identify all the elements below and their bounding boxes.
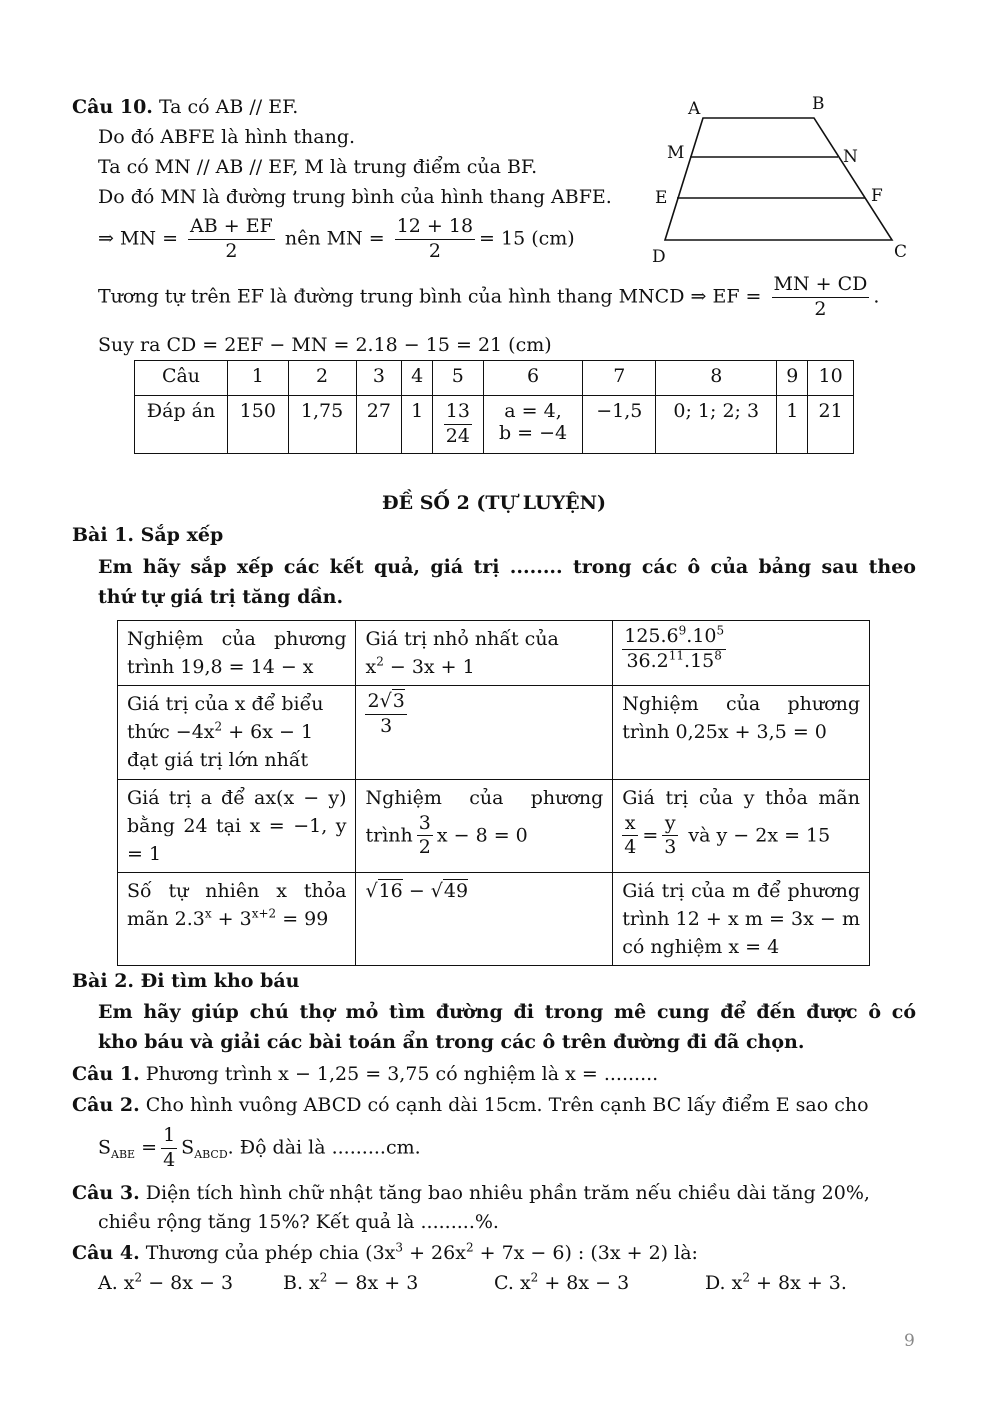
bai2-q1	[72, 1063, 658, 1086]
frac-4q: 4	[163, 1148, 176, 1171]
r1c2-x: x	[365, 656, 377, 679]
label-d: D	[652, 247, 666, 267]
r3c2-line1: Nghiệm của phương	[365, 786, 604, 809]
num-b: .10	[686, 625, 717, 647]
q2-label: Câu 2.	[72, 1094, 140, 1116]
r2c1-line1: Giá trị của x để biểu	[127, 693, 324, 716]
fraction-x-4	[622, 812, 638, 861]
sqrt-frac-den: 3	[380, 714, 393, 737]
label-n: N	[843, 147, 858, 167]
num-a: 125.6	[624, 625, 679, 647]
r3c3-line1: Giá trị của y thỏa mãn	[622, 786, 860, 809]
grid-cell-r2c2	[356, 686, 613, 779]
grid-cell-r4c1	[118, 872, 356, 965]
bai2-q4	[72, 1242, 698, 1265]
answer-header-cell: 5	[433, 361, 484, 396]
answer-header-cell: 10	[808, 361, 854, 396]
sqrt-coef: 2	[367, 690, 380, 713]
answer-header-cell: 3	[356, 361, 402, 396]
bai1-line1-text: Em hãy sắp xếp các kết quả, giá trị ........ trong các ô của bảng sau theo	[98, 556, 916, 578]
sqrt-frac-num: 2√3	[365, 690, 406, 715]
grid-cell-r3c2	[356, 779, 613, 872]
r2c1-c: + 6x − 1	[222, 721, 314, 744]
r3c3-c: và y − 2x = 15	[688, 823, 831, 846]
q4-b: + 26x	[403, 1242, 466, 1264]
answer-table-answer-row	[135, 396, 854, 454]
r3c3-eq: =	[642, 823, 659, 846]
answer-header-cell: 4	[402, 361, 433, 396]
grid-cell-r3c1: Giá trị a để ax(x − y) bằng 24 tại x = −1, y = 1	[118, 779, 356, 872]
opt-a-1: A. x	[98, 1272, 135, 1294]
answer-cell: 1	[777, 396, 808, 454]
den-exp-11: 11	[668, 648, 685, 663]
frac2-num: 12 + 18	[395, 215, 475, 240]
fraction-1-4	[161, 1124, 177, 1173]
q4-c: + 7x − 6) : (3x + 2) là:	[473, 1242, 698, 1264]
r2c1-line3: đạt giá trị lớn nhất	[127, 749, 309, 772]
ef-end: .	[873, 285, 880, 308]
r4c1-line1: Số tự nhiên x thỏa	[127, 879, 347, 902]
minus: −	[402, 879, 431, 902]
label-e: E	[655, 188, 668, 208]
r2c1-line2	[127, 718, 346, 746]
fraction-2sqrt3-3	[365, 690, 406, 739]
answer-cell: 150	[228, 396, 289, 454]
r1c2-rest: − 3x + 1	[383, 656, 475, 679]
cau10-line1	[72, 96, 298, 119]
cau10-title: Câu 10.	[72, 96, 153, 118]
answer-cell: 27	[356, 396, 402, 454]
trapezoid-figure	[640, 90, 920, 270]
q4-a: Thương của phép chia (3x	[139, 1242, 396, 1264]
cau10-line4: Do đó MN là đường trung bình của hình thang ABFE.	[98, 186, 612, 208]
answer-header-cell: 7	[583, 361, 656, 396]
bai2-title: Bài 2. Đi tìm kho báu	[72, 970, 300, 992]
sqrt-49: 49	[443, 879, 469, 902]
grid-row-3	[118, 779, 870, 872]
frac-4: 4	[624, 836, 637, 859]
sorting-grid	[117, 620, 870, 966]
fraction-13-24	[444, 400, 472, 449]
r3c2-line2	[365, 812, 603, 861]
bai1-instruction-line1	[98, 556, 916, 579]
label-a: A	[688, 99, 701, 119]
bai2-q3-line2: chiều rộng tăng 15%? Kết quả là .........%.	[98, 1211, 499, 1233]
grid-cell-r2c1	[118, 686, 356, 779]
cau10-mn-equation	[98, 215, 575, 264]
frac-1: 1	[161, 1124, 177, 1149]
answer-header-label: Câu	[135, 361, 228, 396]
num-exp-5: 5	[716, 623, 725, 638]
opt-d-1: D. x	[705, 1272, 743, 1294]
label-f: F	[871, 186, 883, 206]
grid-row-4	[118, 872, 870, 965]
label-c: C	[894, 242, 908, 262]
frac1-den: 2	[225, 239, 238, 262]
frac2-den: 2	[428, 239, 441, 262]
r4c1-c: + 3	[211, 907, 252, 930]
q3-text: Diện tích hình chữ nhật tăng bao nhiêu phần trăm nếu chiều dài tăng 20%,	[139, 1182, 870, 1204]
fraction-y-3	[662, 812, 678, 861]
den-b: .15	[684, 649, 715, 672]
opt-a-exp: 2	[134, 1270, 143, 1285]
power-fraction-num	[622, 625, 726, 650]
ans6-line2: b = −4	[498, 422, 568, 444]
mn-result: = 15 (cm)	[479, 227, 575, 250]
bai1-title: Bài 1. Sắp xếp	[72, 524, 224, 546]
mn-mid: nên MN =	[284, 227, 385, 250]
r2c1-exp: 2	[214, 720, 223, 734]
opt-c-exp: 2	[530, 1270, 539, 1285]
r4c1-d: = 99	[276, 907, 329, 930]
fraction-ab-ef	[188, 215, 275, 264]
option-b	[283, 1272, 418, 1295]
page-number: 9	[904, 1331, 915, 1351]
ans5-den: 24	[445, 424, 470, 447]
bai2-q2-formula	[98, 1124, 421, 1173]
trapezoid-abcd	[665, 118, 892, 240]
opt-b-2: − 8x + 3	[327, 1272, 419, 1294]
grid-cell-r2c3: Nghiệm của phương trình 0,25x + 3,5 = 0	[613, 686, 870, 779]
q4-label: Câu 4.	[72, 1242, 140, 1264]
answer-header-cell: 6	[483, 361, 583, 396]
opt-b-1: B. x	[283, 1272, 320, 1294]
bai2-instruction-line2: kho báu và giải các bài toán ẩn trong các ô trên đường đi đã chọn.	[98, 1031, 805, 1053]
r3c2-b: trình	[365, 823, 413, 846]
cau10-line3: Ta có MN // AB // EF, M là trung điểm của BF.	[98, 156, 538, 178]
answer-header-cell: 1	[228, 361, 289, 396]
answer-cell: 21	[808, 396, 854, 454]
r1c2-line2	[365, 653, 603, 681]
answer-cell: 1	[402, 396, 433, 454]
cau10-ef-equation	[98, 273, 879, 322]
frac3-num: MN + CD	[772, 273, 870, 298]
num-exp-9: 9	[678, 623, 687, 638]
answer-cell: 1,75	[288, 396, 356, 454]
q2-end: . Độ dài là .........cm.	[227, 1136, 421, 1159]
fraction-12-18	[395, 215, 475, 264]
ef-text: Tương tự trên EF là đường trung bình của hình thang MNCD ⇒ EF =	[98, 285, 762, 308]
r3c2-c: x − 8 = 0	[436, 823, 528, 846]
grid-cell-r1c1: Nghiệm của phương trình 19,8 = 14 − x	[118, 621, 356, 686]
cau10-line2: Do đó ABFE là hình thang.	[98, 126, 356, 148]
opt-d-2: + 8x + 3.	[750, 1272, 847, 1294]
answer-header-cell: 8	[656, 361, 777, 396]
fraction-3-2	[417, 812, 433, 861]
mn-prefix: ⇒ MN =	[98, 227, 178, 250]
r4c1-line2	[127, 905, 346, 933]
grid-row-1	[118, 621, 870, 686]
answer-header-cell: 9	[777, 361, 808, 396]
grid-row-2	[118, 686, 870, 779]
label-b: B	[812, 94, 825, 114]
answer-cell-multi	[483, 396, 583, 454]
grid-cell-r4c3: Giá trị của m để phương trình 12 + x m = 3x − m có nghiệm x = 4	[613, 872, 870, 965]
sqrt-16: 16	[378, 879, 403, 902]
r1c2-exp: 2	[376, 654, 384, 669]
cau10-line1-text: Ta có AB // EF.	[152, 96, 299, 118]
q4-exp2: 2	[465, 1240, 474, 1255]
q2-eq: =	[135, 1136, 158, 1159]
opt-c-2: + 8x − 3	[538, 1272, 630, 1294]
opt-d-exp: 2	[742, 1270, 750, 1285]
answer-table-header-row	[135, 361, 854, 396]
r4c1-exp1: x	[204, 906, 212, 921]
r4c1-b: mãn 2.3	[127, 907, 205, 930]
label-m: M	[667, 143, 685, 163]
opt-c-1: C. x	[494, 1272, 531, 1294]
de-so-2-heading: ĐỀ SỐ 2 (TỰ LUYỆN)	[381, 492, 607, 514]
frac-3b: 3	[664, 836, 677, 859]
ans6-line1: a = 4,	[504, 400, 562, 422]
option-a	[98, 1272, 233, 1295]
frac3-den: 2	[814, 297, 827, 320]
sub-abe: ABE	[111, 1148, 136, 1162]
answer-cell: −1,5	[583, 396, 656, 454]
s2: S	[181, 1136, 195, 1159]
r3c3-line2	[622, 812, 860, 861]
option-d	[705, 1272, 847, 1295]
fraction-power-expression	[622, 625, 726, 674]
answer-cell-fraction	[433, 396, 484, 454]
grid-cell-r1c2	[356, 621, 613, 686]
ans5-num: 13	[444, 400, 472, 425]
q1-label: Câu 1.	[72, 1063, 140, 1085]
bai2-q2	[72, 1094, 869, 1117]
grid-cell-r1c3	[613, 621, 870, 686]
den-exp-8: 8	[714, 648, 722, 663]
sqrt-radicand: 3	[392, 690, 405, 713]
frac-y: y	[662, 812, 678, 837]
q3-label: Câu 3.	[72, 1182, 140, 1204]
frac-2: 2	[418, 836, 431, 859]
bai2-instruction-line1	[98, 1001, 916, 1024]
frac-3: 3	[417, 812, 433, 837]
cau10-cd-line: Suy ra CD = 2EF − MN = 2.18 − 15 = 21 (cm)	[98, 334, 552, 356]
r2c1-b: thức −4x	[127, 721, 215, 744]
answer-row-label: Đáp án	[135, 396, 228, 454]
frac-x: x	[622, 812, 638, 837]
q4-exp3: 3	[395, 1240, 404, 1255]
s1: S	[98, 1136, 112, 1159]
bai2-q3	[72, 1182, 870, 1205]
bai2-line1-text: Em hãy giúp chú thợ mỏ tìm đường đi trong mê cung để đến được ô có	[98, 1001, 916, 1023]
bai1-instruction-line2: thứ tự giá trị tăng dần.	[98, 586, 344, 608]
fraction-mn-cd	[772, 273, 870, 322]
grid-cell-r3c3	[613, 779, 870, 872]
opt-b-exp: 2	[319, 1270, 328, 1285]
sub-abcd: ABCD	[194, 1148, 228, 1162]
answer-header-cell: 2	[288, 361, 356, 396]
q1-text: Phương trình x − 1,25 = 3,75 có nghiệm là x = .........	[139, 1063, 659, 1085]
power-fraction-den	[622, 650, 726, 674]
option-c	[494, 1272, 629, 1295]
frac1-num: AB + EF	[188, 215, 275, 240]
grid-cell-r4c2: √16 − √49	[356, 872, 613, 965]
r1c2-line1: Giá trị nhỏ nhất của	[365, 628, 559, 650]
q2-text: Cho hình vuông ABCD có cạnh dài 15cm. Trên cạnh BC lấy điểm E sao cho	[139, 1094, 869, 1116]
den-a: 36.2	[626, 649, 669, 672]
answer-table	[134, 360, 854, 454]
opt-a-2: − 8x − 3	[142, 1272, 234, 1294]
r4c1-exp2: x+2	[251, 906, 277, 921]
answer-cell: 0; 1; 2; 3	[656, 396, 777, 454]
